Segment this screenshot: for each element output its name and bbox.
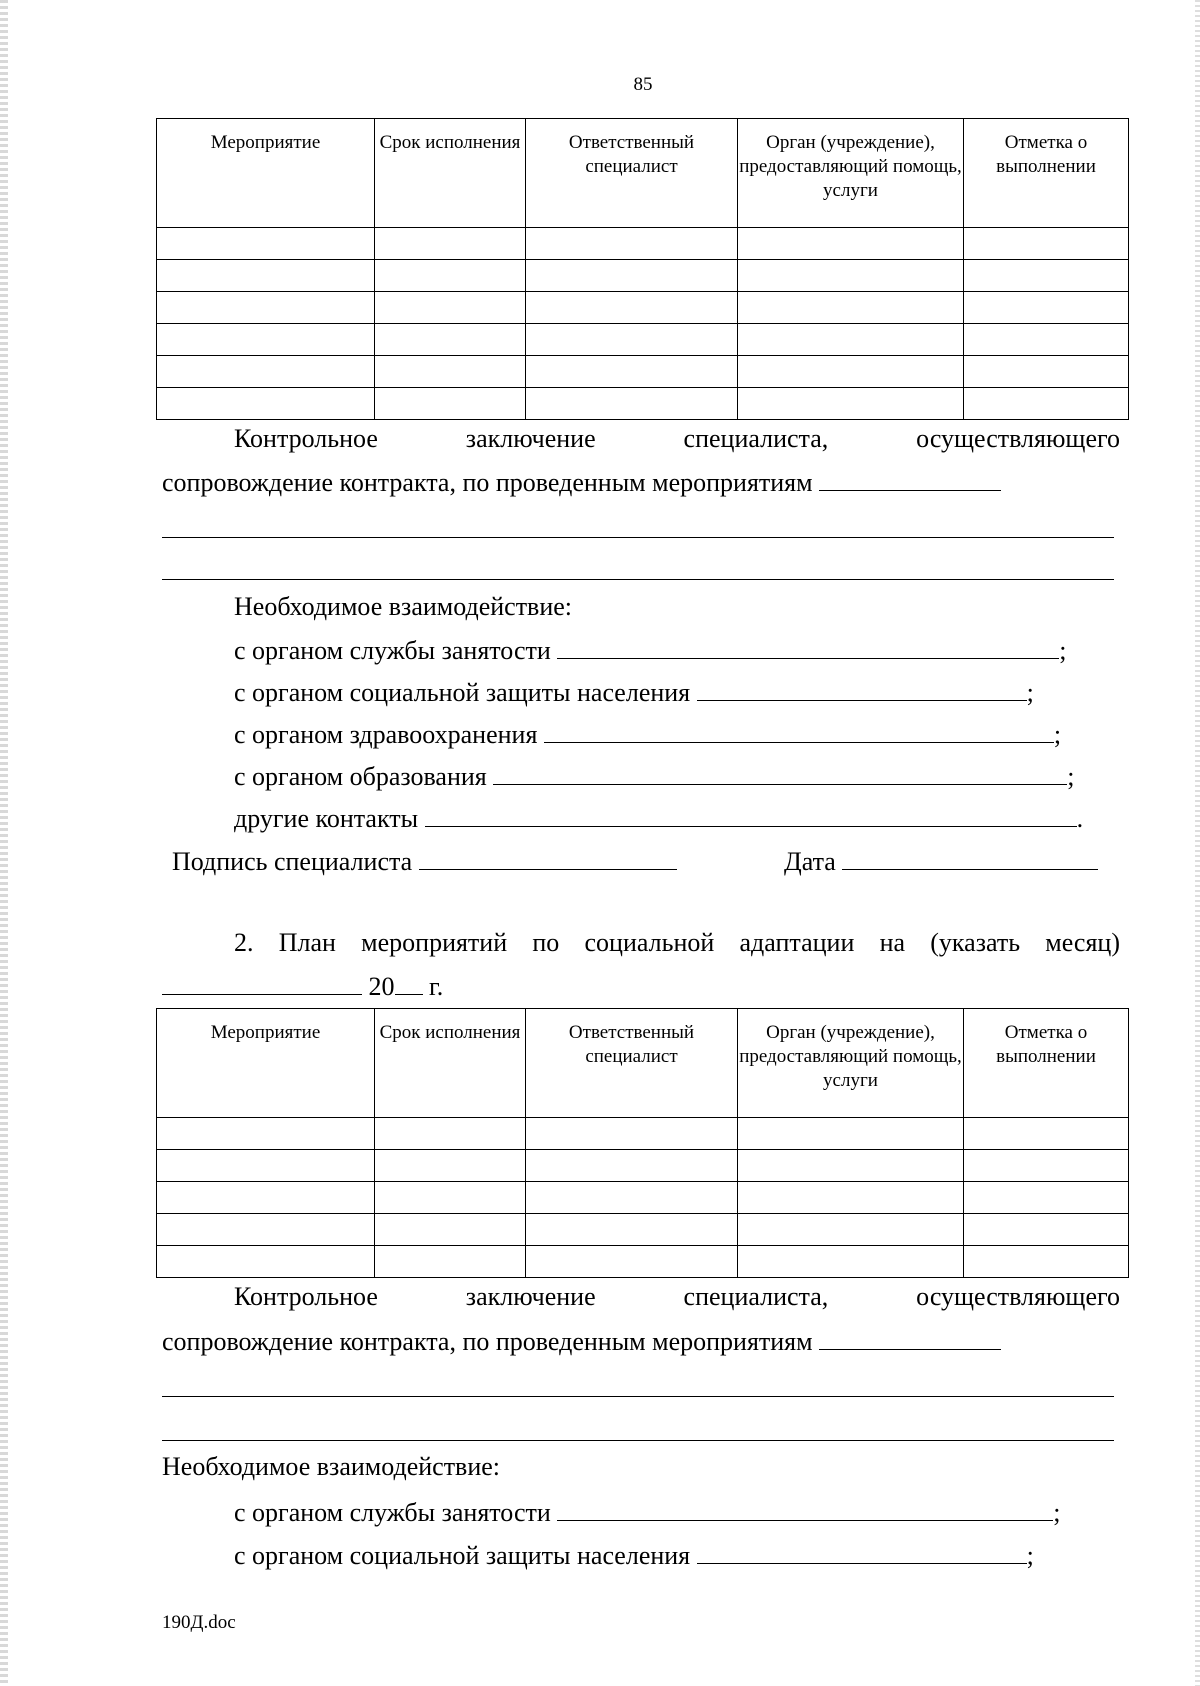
table-cell[interactable] <box>526 356 738 388</box>
interaction-label: с органом образования <box>234 762 487 791</box>
table-cell[interactable] <box>964 292 1129 324</box>
table-cell[interactable] <box>375 1214 526 1246</box>
table-cell[interactable] <box>526 1182 738 1214</box>
table-cell[interactable] <box>526 1246 738 1278</box>
table-cell[interactable] <box>375 388 526 420</box>
section-2-heading <box>234 928 1120 958</box>
table-cell[interactable] <box>964 1246 1129 1278</box>
interaction-social-protection <box>234 676 1034 708</box>
table-cell[interactable] <box>964 228 1129 260</box>
conclusion-blank-line[interactable] <box>162 1396 1114 1397</box>
heading-word: адаптации <box>739 928 855 957</box>
table-cell[interactable] <box>157 260 375 292</box>
header-deadline: Срок исполнения <box>375 119 526 228</box>
table-cell[interactable] <box>738 388 964 420</box>
interaction-other <box>234 802 1083 834</box>
table-cell[interactable] <box>738 1118 964 1150</box>
heading-word: на <box>879 928 906 957</box>
conclusion-line-2 <box>162 466 1001 498</box>
conclusion-line-1 <box>234 1282 1120 1312</box>
table-cell[interactable] <box>964 324 1129 356</box>
interaction-blank[interactable] <box>425 802 1077 827</box>
conclusion-word: заключение <box>465 1282 596 1311</box>
table-cell[interactable] <box>964 260 1129 292</box>
table-cell[interactable] <box>526 292 738 324</box>
interaction-employment <box>234 634 1067 666</box>
table-cell[interactable] <box>375 1150 526 1182</box>
table-cell[interactable] <box>375 1118 526 1150</box>
conclusion-blank-line[interactable] <box>162 1440 1114 1441</box>
table-cell[interactable] <box>157 1182 375 1214</box>
table-cell[interactable] <box>375 292 526 324</box>
table-cell[interactable] <box>526 388 738 420</box>
interaction-end: ; <box>1053 1498 1061 1527</box>
interaction-end: . <box>1076 804 1084 833</box>
interaction-title: Необходимое взаимодействие: <box>234 592 573 621</box>
conclusion-word: специалиста, <box>683 1282 829 1311</box>
interaction-title: Необходимое взаимодействие: <box>162 1452 501 1481</box>
table-cell[interactable] <box>157 292 375 324</box>
table-cell[interactable] <box>738 292 964 324</box>
interaction-education <box>234 760 1075 792</box>
header-organization: Орган (учреждение), предоставляющий помощь, услуги <box>738 119 964 228</box>
table-cell[interactable] <box>526 1118 738 1150</box>
table-cell[interactable] <box>964 1150 1129 1182</box>
conclusion-word: Контрольное <box>234 424 378 453</box>
heading-word: 2. <box>234 928 254 957</box>
conclusion-line-2 <box>162 1325 1001 1357</box>
table-cell[interactable] <box>526 228 738 260</box>
conclusion-blank-line[interactable] <box>162 537 1114 538</box>
heading-word: мероприятий <box>361 928 508 957</box>
interaction-end: ; <box>1053 720 1062 749</box>
table-row <box>157 1214 1129 1246</box>
header-event: Мероприятие <box>157 119 375 228</box>
conclusion-blank[interactable] <box>819 466 1001 491</box>
table-row <box>157 1246 1129 1278</box>
header-responsible: Ответственный специалист <box>526 1009 738 1118</box>
header-event: Мероприятие <box>157 1009 375 1118</box>
date-field <box>784 845 1098 877</box>
interaction-blank[interactable] <box>697 676 1027 701</box>
heading-word: социальной <box>584 928 715 957</box>
table-cell[interactable] <box>738 1182 964 1214</box>
heading-word: План <box>278 928 336 957</box>
table-cell[interactable] <box>738 1150 964 1182</box>
table-cell[interactable] <box>157 1118 375 1150</box>
interaction-label: с органом социальной защиты населения <box>234 1541 691 1570</box>
signature-blank[interactable] <box>419 845 677 870</box>
conclusion-line-1 <box>234 424 1120 454</box>
table-cell[interactable] <box>964 1118 1129 1150</box>
interaction-end: ; <box>1026 1541 1034 1570</box>
table-row <box>157 388 1129 420</box>
interaction-end: ; <box>1026 678 1034 707</box>
section-2-month-year <box>162 970 443 1002</box>
interaction-blank[interactable] <box>697 1539 1027 1564</box>
interaction-employment <box>234 1496 1061 1528</box>
table-cell[interactable] <box>526 324 738 356</box>
table-cell[interactable] <box>738 1246 964 1278</box>
heading-word: (указать <box>930 928 1021 957</box>
interaction-label: с органом здравоохранения <box>234 720 538 749</box>
conclusion-text: сопровождение контракта, по проведенным мероприятиям <box>162 468 813 497</box>
interaction-blank[interactable] <box>493 760 1067 785</box>
table-header-row <box>157 119 1129 228</box>
conclusion-blank-line[interactable] <box>162 579 1114 580</box>
table-row <box>157 260 1129 292</box>
interaction-blank[interactable] <box>557 634 1059 659</box>
interaction-label: с органом службы занятости <box>234 636 551 665</box>
table-cell[interactable] <box>526 1214 738 1246</box>
table-row <box>157 1150 1129 1182</box>
heading-word: месяц) <box>1045 928 1120 957</box>
table-cell[interactable] <box>157 388 375 420</box>
table-row <box>157 356 1129 388</box>
heading-word: по <box>532 928 560 957</box>
table-cell[interactable] <box>738 260 964 292</box>
header-completion-mark: Отметка о выполнении <box>964 1009 1129 1118</box>
page-number: 85 <box>633 74 653 95</box>
conclusion-word: специалиста, <box>683 424 829 453</box>
interaction-label: с органом социальной защиты населения <box>234 678 691 707</box>
date-label: Дата <box>784 847 836 876</box>
plan-table-2 <box>156 1008 1129 1278</box>
table-row <box>157 228 1129 260</box>
header-completion-mark: Отметка о выполнении <box>964 119 1129 228</box>
table-header-row <box>157 1009 1129 1118</box>
signature-label: Подпись специалиста <box>172 847 413 876</box>
table-cell[interactable] <box>738 228 964 260</box>
interaction-healthcare <box>234 718 1061 750</box>
interaction-label: другие контакты <box>234 804 419 833</box>
table-cell[interactable] <box>157 356 375 388</box>
conclusion-text: сопровождение контракта, по проведенным мероприятиям <box>162 1327 813 1356</box>
year-blank[interactable] <box>395 970 423 995</box>
table-cell[interactable] <box>157 1246 375 1278</box>
scan-edge-left <box>0 0 8 1686</box>
month-blank[interactable] <box>162 970 362 995</box>
interaction-label: с органом службы занятости <box>234 1498 551 1527</box>
conclusion-blank[interactable] <box>819 1325 1001 1350</box>
table-row <box>157 324 1129 356</box>
conclusion-word: осуществляющего <box>916 1282 1120 1311</box>
table-cell[interactable] <box>964 356 1129 388</box>
table-cell[interactable] <box>375 356 526 388</box>
conclusion-word: заключение <box>465 424 596 453</box>
table-cell[interactable] <box>738 324 964 356</box>
interaction-end: ; <box>1067 762 1075 791</box>
table-cell[interactable] <box>526 1150 738 1182</box>
table-cell[interactable] <box>526 260 738 292</box>
table-cell[interactable] <box>738 356 964 388</box>
table-cell[interactable] <box>375 324 526 356</box>
document-filename: 190Д.doc <box>162 1612 236 1633</box>
scan-edge-right <box>1195 0 1200 1686</box>
table-cell[interactable] <box>157 324 375 356</box>
interaction-blank[interactable] <box>557 1496 1053 1521</box>
interaction-blank[interactable] <box>544 718 1054 743</box>
header-organization: Орган (учреждение), предоставляющий помощь, услуги <box>738 1009 964 1118</box>
table-cell[interactable] <box>375 1246 526 1278</box>
table-cell[interactable] <box>375 1182 526 1214</box>
table-cell[interactable] <box>964 388 1129 420</box>
table-cell[interactable] <box>375 260 526 292</box>
table-cell[interactable] <box>964 1214 1129 1246</box>
conclusion-word: Контрольное <box>234 1282 378 1311</box>
table-cell[interactable] <box>157 1214 375 1246</box>
table-cell[interactable] <box>964 1182 1129 1214</box>
interaction-end: ; <box>1059 636 1067 665</box>
table-cell[interactable] <box>157 1150 375 1182</box>
year-prefix: 20 <box>368 972 395 1001</box>
plan-table-1 <box>156 118 1129 420</box>
table-row <box>157 292 1129 324</box>
table-cell[interactable] <box>738 1214 964 1246</box>
table-row <box>157 1118 1129 1150</box>
table-row <box>157 1182 1129 1214</box>
signature-field <box>172 845 677 877</box>
header-responsible: Ответственный специалист <box>526 119 738 228</box>
conclusion-word: осуществляющего <box>916 424 1120 453</box>
header-deadline: Срок исполнения <box>375 1009 526 1118</box>
date-blank[interactable] <box>842 845 1098 870</box>
interaction-social-protection <box>234 1539 1034 1571</box>
table-cell[interactable] <box>157 228 375 260</box>
table-cell[interactable] <box>375 228 526 260</box>
year-suffix: г. <box>429 972 444 1001</box>
